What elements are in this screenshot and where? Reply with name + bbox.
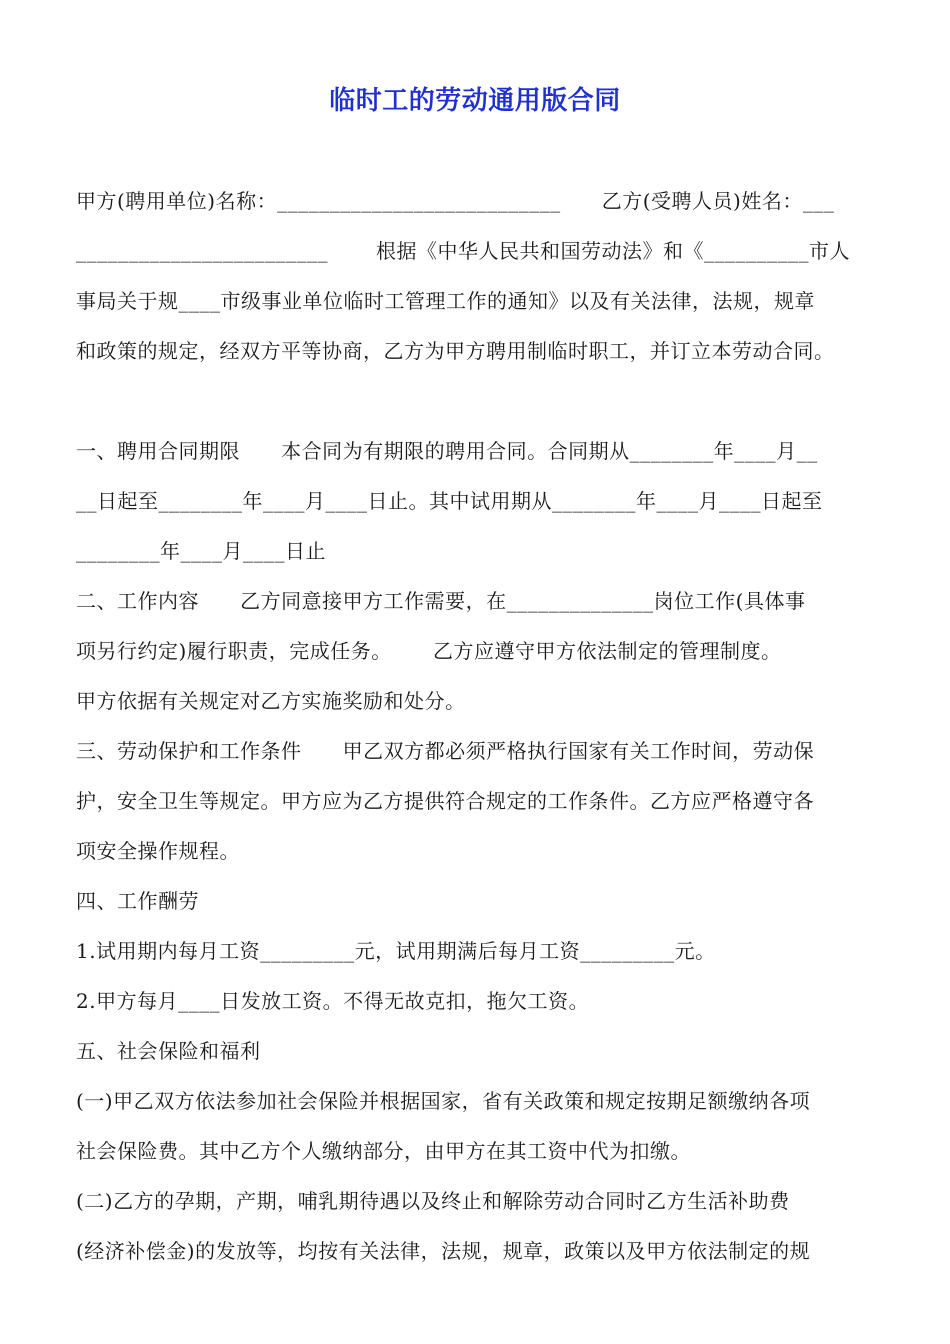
contract-clauses	[76, 426, 884, 1276]
clause-line: 三、劳动保护和工作条件 甲乙双方都必须严格执行国家有关工作时间，劳动保	[76, 739, 815, 763]
clause-line: 护，安全卫生等规定。甲方应为乙方提供符合规定的工作条件。乙方应严格遵守各	[76, 789, 814, 813]
intro-line: 事局关于规____市级事业单位临时工管理工作的通知》以及有关法律，法规，规章	[76, 289, 815, 313]
clause-line: 五、社会保险和福利	[76, 1039, 261, 1063]
clause-line: 2.甲方每月____日发放工资。不得无故克扣，拖欠工资。	[76, 989, 590, 1013]
clause-line: 项另行约定)履行职责，完成任务。 乙方应遵守甲方依法制定的管理制度。	[76, 639, 782, 663]
clause-line: 1.试用期内每月工资_________元，试用期满后每月工资_________元。	[76, 939, 716, 963]
clause-line: ________年____月____日止	[76, 539, 326, 563]
intro-line: 和政策的规定，经双方平等协商，乙方为甲方聘用制临时职工，并订立本劳动合同。	[76, 339, 835, 363]
clause-line: 一、聘用合同期限 本合同为有期限的聘用合同。合同期从________年____月__	[76, 439, 818, 463]
clause-line: 四、工作酬劳	[76, 889, 199, 913]
intro-line: 甲方(聘用单位)名称：___________________________ 乙方(受聘人员)姓名：___	[76, 189, 835, 213]
clause-line: 社会保险费。其中乙方个人缴纳部分，由甲方在其工资中代为扣缴。	[76, 1139, 691, 1163]
clause-line: (二)乙方的孕期，产期，哺乳期待遇以及终止和解除劳动合同时乙方生活补助费	[76, 1189, 790, 1213]
clause-line: 二、工作内容 乙方同意接甲方工作需要，在______________岗位工作(具体事	[76, 589, 806, 613]
clause-line: 甲方依据有关规定对乙方实施奖励和处分。	[76, 689, 466, 713]
intro-paragraph	[76, 176, 884, 376]
clause-line: (一)甲乙双方依法参加社会保险并根据国家，省有关政策和规定按期足额缴纳各项	[76, 1089, 811, 1113]
document-title: 临时工的劳动通用版合同	[329, 86, 621, 116]
intro-line: ________________________ 根据《中华人民共和国劳动法》和《__________市人	[76, 239, 851, 263]
clause-line: __日起至________年____月____日止。其中试用期从________年____月____日起至	[76, 489, 823, 513]
clause-line: (经济补偿金)的发放等，均按有关法律，法规，规章，政策以及甲方依法制定的规	[76, 1239, 811, 1263]
clause-line: 项安全操作规程。	[76, 839, 240, 863]
